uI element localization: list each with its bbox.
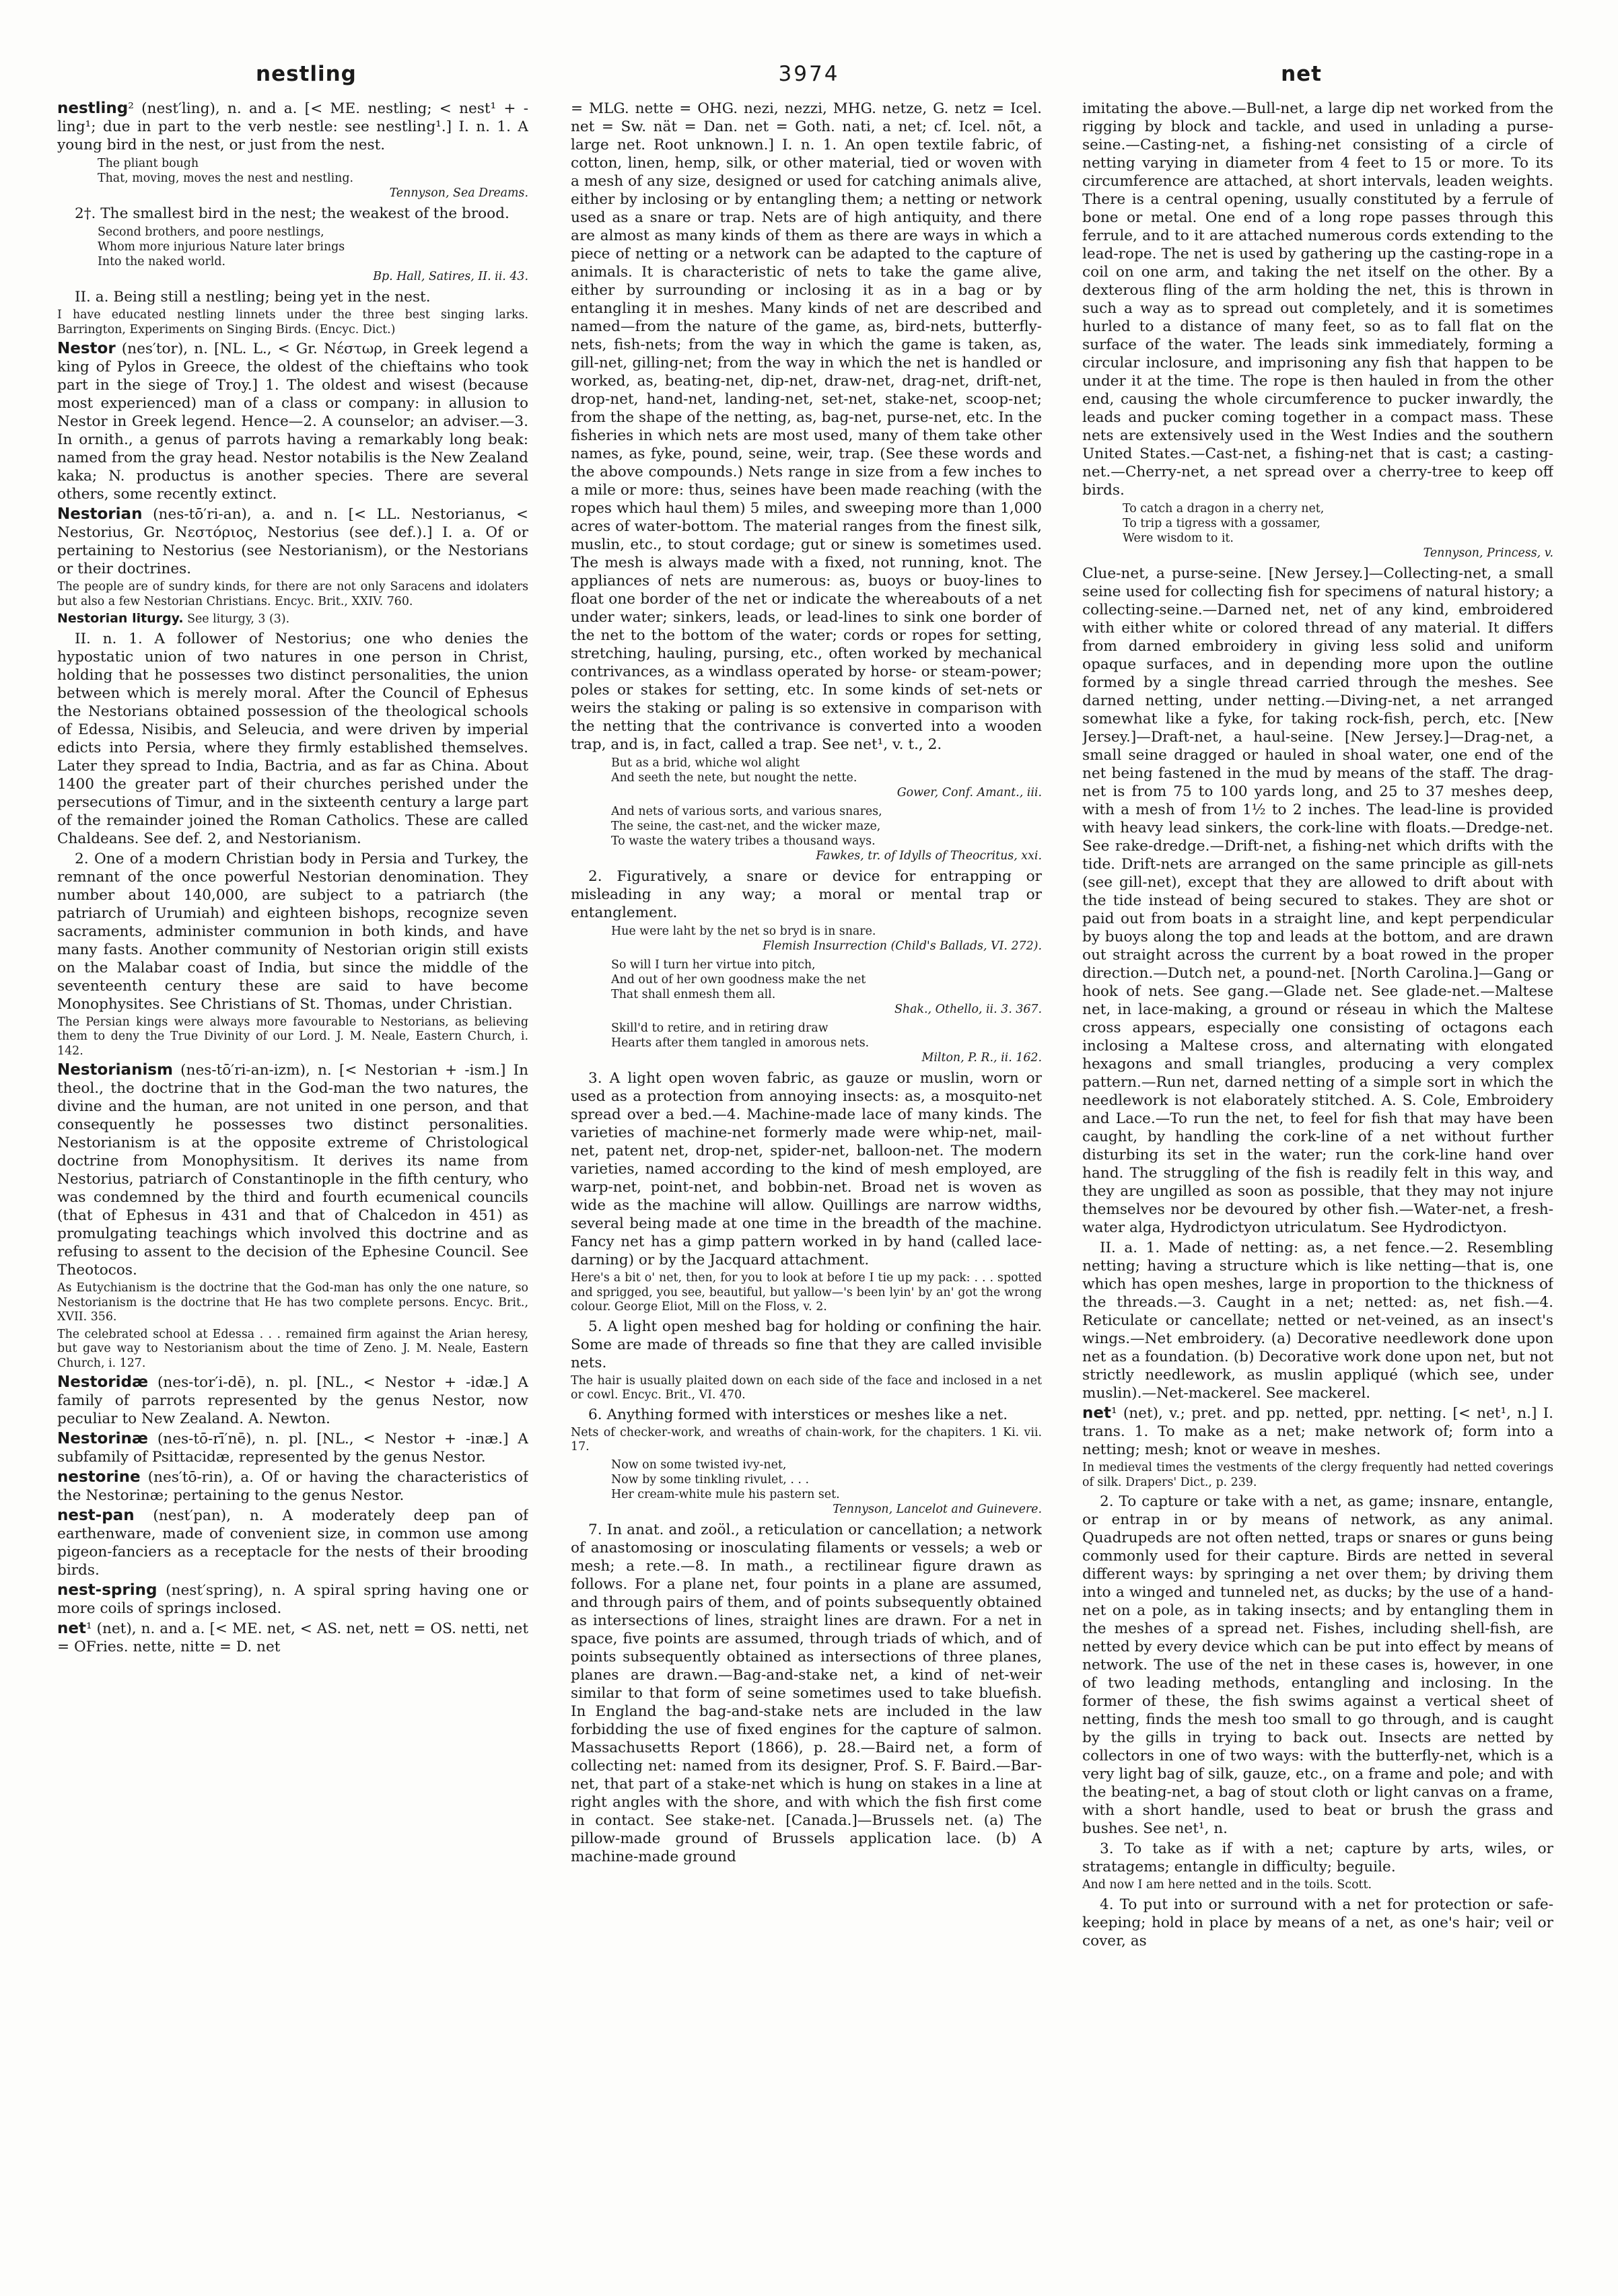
- definition-text: (nes-tō′ri-an), a. and n. [< LL. Nestorianus, < Nestorius, Gr. Νεστόριος, Nestorius (see def.).] I. a. Of or pertaining to Nestorius (see Nestorianism), or the Nestorians or their doctrines.: [57, 506, 528, 577]
- definition-sense: II. n. 1. A follower of Nestorius; one who denies the hypostatic union of two natures in one person in Christ, holding that he possesses two distinct personalities, the union between which is merely moral. After the Council of Ephesus the Nestorians obtained possession of the theological schools of Edessa, Nisibis, and Seleucia, and were driven by imperial edicts into Persia, where they firmly established themselves. Later they spread to India, Bactria, and as far as China. About 1400 the greater part of their churches perished under the persecutions of Timur, and in the sixteenth century a large part of the remainder joined the Roman Catholics. These are called Chaldeans. See def. 2, and Nestorianism.: [57, 630, 528, 847]
- headword: Nestorian: [57, 505, 143, 523]
- dictionary-entry: [57, 1507, 528, 1579]
- verse-line: And nets of various sorts, and various snares,: [611, 805, 882, 818]
- verse-line: Hearts after them tangled in amorous nets.: [611, 1036, 870, 1050]
- verse-line: To catch a dragon in a cherry net,: [1123, 502, 1325, 515]
- verse-line: Into the naked world.: [98, 255, 226, 268]
- headword: Nestor: [57, 340, 116, 357]
- definition-sense: 2. Figuratively, a snare or device for entrapping or misleading in any way; a moral or mental trap or entanglement.: [571, 868, 1042, 921]
- running-head-right: net: [1281, 62, 1322, 86]
- quotation-source: Flemish Insurrection (Child's Ballads, VI. 272).: [763, 939, 1042, 953]
- dictionary-entry: [57, 1061, 528, 1279]
- dictionary-entry: [57, 1620, 528, 1656]
- verse-quotation: [571, 756, 1042, 800]
- usage-example: The people are of sundry kinds, for there are not only Saracens and idolaters but also a few Nestorian Christians. Encyc. Brit., XXIV. 760.: [57, 580, 528, 608]
- quotation-source: Tennyson, Princess, v.: [1423, 546, 1553, 560]
- dictionary-entry: [57, 1468, 528, 1505]
- definition-sense: 5. A light open meshed bag for holding or confining the hair. Some are made of threads so fine that they are called invisible nets.: [571, 1318, 1042, 1371]
- verse-line: But as a brid, whiche wol alight: [611, 756, 800, 770]
- verse-line: Skill'd to retire, and in retiring draw: [611, 1021, 829, 1035]
- verse-line: Second brothers, and poore nestlings,: [98, 225, 324, 239]
- usage-example: And now I am here netted and in the toils. Scott.: [1082, 1878, 1372, 1892]
- quotation-source: Bp. Hall, Satires, II. ii. 43.: [373, 270, 528, 283]
- page-number: 3974: [778, 62, 840, 86]
- usage-example: I have educated nestling linnets under the three best singing larks. Barrington, Experiments on Singing Birds. (Encyc. Dict.): [57, 308, 528, 336]
- usage-example: In medieval times the vestments of the clergy frequently had netted coverings of silk. Drapers' Dict., p. 239.: [1082, 1461, 1553, 1489]
- running-head-left: nestling: [256, 62, 357, 86]
- verse-line: To waste the watery tribes a thousand ways.: [611, 834, 876, 848]
- headword: nest-pan: [57, 1507, 135, 1524]
- verse-line: That, moving, moves the nest and nestling.: [98, 172, 354, 185]
- dictionary-entry: [57, 1581, 528, 1618]
- headword: Nestoridæ: [57, 1373, 149, 1391]
- definition-text: (nes′tō-rin), a. Of or having the characteristics of the Nestorinæ; pertaining to the genus Nestor.: [57, 1469, 528, 1504]
- definition-sense: 2†. The smallest bird in the nest; the weakest of the brood.: [75, 205, 509, 222]
- definition-text: (nes-tō′ri-an-izm), n. [< Nestorian + -ism.] In theol., the doctrine that in the God-man the two natures, the divine and the human, are not united in one person, and that consequently he possesses two distinct personalities. Nestorianism is at the opposite extreme of Christological doctrine from Monophysitism. It derives its name from Nestorius, patriarch of Constantinople in the fifth century, who was condemned by the third and fourth ecumenical councils (that of Ephesus in 431 and that of Chalcedon in 451) as promulgating teachings which involved this doctrine and as refusing to assent to the decision of the Ephesine Council. See Theotocos.: [57, 1062, 528, 1279]
- headword: nestling: [57, 100, 129, 117]
- definition-sense: 2. To capture or take with a net, as game; insnare, entangle, or entrap in or by means of network, as any animal. Quadrupeds are not often netted, traps or snares or guns being commonly used for their capture. Birds are netted in several different ways: by springing a net over them; by driving them into a winged and tunneled net, as ducks; by the use of a hand-net on a pole, as in taking insects; and by entangling them in the meshes of a spread net. Fishes, including shell-fish, are netted by every device which can be put into effect by means of network. The use of the net in these cases is, however, in one of two leading methods, entangling and inclosing. In the former of these, the fish swims against a vertical sheet of netting, finds the mesh too small to go through, and is caught by the gills in trying to back out. Insects are netted by collectors in one of two ways: with the butterfly-net, which is a very light bag of silk, gauze, etc., on a frame and pole; and with the beating-net, a bag of stout cloth or light canvas on a frame, with a short handle, used to beat or brush the grass and bushes. See net¹, n.: [1082, 1493, 1553, 1837]
- definition-text: (nes′tor), n. [NL. L., < Gr. Νέστωρ, in Greek legend a king of Pylos in Greece, the oldest of the chieftains who took part in the siege of Troy.] 1. The oldest and wisest (because most experienced) man of a class or company: in allusion to Nestor in Greek legend. Hence—2. A counselor; an adviser.—3. In ornith., a genus of parrots having a remarkably long beak: named from the gray head. Nestor notabilis is the New Zealand kaka; N. productus is another species. There are several others, some recently extinct.: [57, 340, 528, 503]
- quotation-source: Tennyson, Sea Dreams.: [389, 186, 528, 200]
- definition-text: ¹ (net), n. and a. [< ME. net, < AS. net, nett = OS. netti, net = OFries. nette, nitte = D. net: [57, 1620, 528, 1655]
- definition-sense: 7. In anat. and zoöl., a reticulation or cancellation; a network of anastomosing or inosculating filaments or vessels; a web or mesh; a rete.—8. In math., a rectilinear figure drawn as follows. For a plane net, four points in a plane are assumed, and through pairs of them, and of points subsequently obtained as intersections of lines, straight lines are drawn. For a net in space, five points are assumed, through triads of which, and of points subsequently obtained as intersections of three planes, planes are drawn.—Bag-and-stake net, a kind of net-weir similar to that form of seine sometimes used to take bluefish. In England the bag-and-stake nets are included in the law forbidding the use of fixed engines for the capture of salmon. Massachusetts Report (1866), p. 28.—Baird net, a form of collecting net: named from its designer, Prof. S. F. Baird.—Bar-net, that part of a stake-net which is hung on stakes in a line at right angles with the shore, and with which the fish first come in contact. See stake-net. [Canada.]—Brussels net. (a) The pillow-made ground of Brussels application lace. (b) A machine-made ground: [571, 1521, 1042, 1865]
- headword: net: [1082, 1404, 1111, 1422]
- column-3: [1082, 100, 1553, 2260]
- headword: Nestorian liturgy.: [57, 611, 184, 626]
- definition-sense: 3. A light open woven fabric, as gauze or muslin, worn or used as a protection from annoying insects: as, a mosquito-net spread over a bed.—4. Machine-made lace of many kinds. The varieties of machine-net formerly made were whip-net, mail-net, patent net, drop-net, spider-net, balloon-net. The modern varieties, named according to the kind of mesh employed, are warp-net, point-net, and bobbin-net. Broad net is woven as wide as the machine will allow. Quillings are narrow widths, several being made at one time in the breadth of the machine. Fancy net has a gimp pattern worked in by hand (called lace-darning) or by the Jacquard attachment.: [571, 1070, 1042, 1268]
- headword: Nestorinæ: [57, 1430, 149, 1447]
- verse-line: Hue were laht by the net so bryd is in snare.: [611, 925, 876, 938]
- definition-text: (nest′spring), n. A spiral spring having one or more coils of springs inclosed.: [57, 1582, 528, 1617]
- dictionary-entry: [57, 1430, 528, 1466]
- definition-text: ¹ (net), v.; pret. and pp. netted, ppr. netting. [< net¹, n.] I. trans. 1. To make as a net; make network of; form into a netting; mesh; knot or weave in meshes.: [1082, 1405, 1553, 1458]
- verse-line: To trip a tigress with a gossamer,: [1123, 517, 1321, 530]
- dictionary-entry: [1082, 1404, 1553, 1459]
- headword: nest-spring: [57, 1581, 157, 1599]
- headword: net: [57, 1620, 86, 1637]
- dictionary-entry: [57, 612, 528, 627]
- headword: Nestorianism: [57, 1061, 173, 1079]
- definition-text: (nest′pan), n. A moderately deep pan of earthenware, made of convenient size, in common use among pigeon-fanciers as a receptacle for the nests of their brooding birds.: [57, 1507, 528, 1579]
- verse-quotation: [571, 1458, 1042, 1517]
- verse-line: Her cream-white mule his pastern set.: [611, 1487, 840, 1501]
- verse-line: Now on some twisted ivy-net,: [611, 1458, 787, 1472]
- verse-line: And out of her own goodness make the net: [611, 973, 866, 986]
- definition-sense: 3. To take as if with a net; capture by arts, wiles, or stratagems; entangle in difficulty; beguile.: [1082, 1840, 1553, 1875]
- continued-text: imitating the above.—Bull-net, a large dip net worked from the rigging by block and tackle, and used in unlading a purse-seine.—Casting-net, a fishing-net consisting of a circle of netting varying in diameter from 4 feet to 15 or more. To its circumference are attached, at short intervals, leaden weights. There is a central opening, usually constituted by a ferrule of bone or metal. One end of a long rope passes through this ferrule, and to it are attached numerous cords extending to the lead-rope. The net is used by gathering up the casting-rope in a coil on one arm, and taking the net itself on the other. By a dexterous fling of the arm holding the net, this is thrown in such a way as to spread out completely, and it is sometimes hurled to a distance of many feet, so as to fall flat on the surface of the water. The leads sink immediately, forming a circular inclosure, and imprisoning any fish that happen to be under it at the time. The rope is then hauled in from the other end, causing the whole circumference to pucker inwardly, the leads and pucker coming together in a compact mass. These nets are extensively used in the West Indies and the southern United States.—Cast-net, a fishing-net that is cast; a casting-net.—Cherry-net, a net spread over a cherry-tree to keep off birds.: [1082, 100, 1553, 499]
- column-1: [57, 100, 528, 2260]
- verse-line: Now by some tinkling rivulet, . . .: [611, 1472, 810, 1486]
- verse-line: And seeth the nete, but nought the nette.: [611, 771, 857, 785]
- definition-sense: II. a. Being still a nestling; being yet in the nest.: [75, 289, 431, 306]
- definition-sense: 6. Anything formed with interstices or meshes like a net.: [588, 1406, 1008, 1423]
- usage-example: Nets of checker-work, and wreaths of chain-work, for the chapiters. 1 Ki. vii. 17.: [571, 1425, 1042, 1454]
- verse-line: Whom more injurious Nature later brings: [98, 240, 345, 254]
- continued-text: Clue-net, a purse-seine. [New Jersey.]—Collecting-net, a small seine used for collecting fish for specimens of natural history; a collecting-seine.—Darned net, net of any kind, embroidered with either white or colored thread of any material. It differs from darned embroidery in giving less solid and uniform opaque surfaces, and in depending more upon the outline formed by a single thread carried through the meshes. See darned netting, under netting.—Diving-net, a net arranged somewhat like a fyke, for taking rock-fish, perch, etc. [New Jersey.]—Draft-net, a haul-seine. [New Jersey.]—Drag-net, a small seine dragged or hauled in shoal water, one end of the net being fastened in the mud by means of the staff. The drag-net is from 75 to 100 yards long, and 25 to 37 meshes deep, with a mesh of from 1½ to 2 inches. The lead-line is provided with heavy lead sinkers, the cork-line with floats.—Dredge-net. See rake-dredge.—Drift-net, a fishing-net which drifts with the tide. Drift-nets are arranged on the same principle as gill-nets (see gill-net), except that they are allowed to drift about with the tide instead of being secured to stakes. They are shot or paid out from boats in a straight line, and kept perpendicular by buoys along the top and leads at the bottom, and are drawn out straight across the current by a boat rowed in the proper direction.—Dutch net, a pound-net. [North Carolina.]—Gang or hook of nets. See gang.—Glade net. See glade-net.—Maltese net, in lace-making, a ground or réseau in which the Maltese cross appears, especially one consisting of octagons each inclosing a Maltese cross, and alternating with elongated hexagons and small triangles, producing a very complex pattern.—Run net, darned netting of a simple sort in which the needlework is not elaborately stitched. A. S. Cole, Embroidery and Lace.—To run the net, to feel for fish that may have been caught, by handling the cork-line of a net without further disturbing its set in the water; run the cork-line hand over hand. The struggling of the fish is readily felt in this way, and they are ungilled as soon as possible, that they may not injure themselves nor be devoured by other fish.—Water-net, a fresh-water alga, Hydrodictyon utriculatum. See Hydrodictyon.: [1082, 565, 1553, 1236]
- verse-quotation: [571, 804, 1042, 863]
- definition-text: ² (nest′ling), n. and a. [< ME. nestling; < nest¹ + -ling¹; due in part to the verb nestle: see nestling¹.] I. n. 1. A young bird in the nest, or just from the nest.: [57, 100, 528, 153]
- column-2: [571, 100, 1042, 2260]
- verse-line: So will I turn her virtue into pitch,: [611, 958, 816, 972]
- verse-quotation: [571, 1021, 1042, 1065]
- usage-example: The celebrated school at Edessa . . . remained firm against the Arian heresy, but gave way to Nestorianism about the time of Zeno. J. M. Neale, Eastern Church, i. 127.: [57, 1327, 528, 1370]
- quotation-source: Fawkes, tr. of Idylls of Theocritus, xxi.: [816, 849, 1042, 863]
- definition-sense: 2. One of a modern Christian body in Persia and Turkey, the remnant of the once powerful Nestorian denomination. They number about 140,000, are subject to a patriarch (the patriarch of Urumiah) and eighteen bishops, recognize seven sacraments, administer communion in both kinds, and have many fasts. Another community of Nestorian origin still exists on the Malabar coast of India, but since the middle of the seventeenth century these are said to have become Monophysites. See Christians of St. Thomas, under Christian.: [57, 850, 528, 1013]
- usage-example: The Persian kings were always more favourable to Nestorians, as believing them to deny the True Divinity of our Lord. J. M. Neale, Eastern Church, i. 142.: [57, 1015, 528, 1058]
- verse-quotation: [571, 958, 1042, 1017]
- verse-line: The pliant bough: [98, 157, 199, 170]
- dictionary-entry: [57, 340, 528, 503]
- dictionary-entry: [57, 100, 528, 154]
- verse-quotation: [571, 924, 1042, 954]
- usage-example: Here's a bit o' net, then, for you to look at before I tie up my pack: . . . spotted and sprigged, you see, beautiful, but yallow—'s been lyin' by an' got the wrong colour. George Eliot, Mill on the Floss, v. 2.: [571, 1271, 1042, 1314]
- usage-example: As Eutychianism is the doctrine that the God-man has only the one nature, so Nestorianism is the doctrine that He has two complete persons. Encyc. Brit., XVII. 356.: [57, 1281, 528, 1324]
- verse-quotation: [57, 156, 528, 201]
- definition-sense: 4. To put into or surround with a net for protection or safe-keeping; hold in place by means of a net, as one's hair; veil or cover, as: [1082, 1896, 1553, 1949]
- verse-quotation: [1082, 501, 1553, 561]
- verse-line: Were wisdom to it.: [1123, 532, 1234, 545]
- headword: nestorine: [57, 1468, 141, 1486]
- definition-sense: II. a. 1. Made of netting: as, a net fence.—2. Resembling netting; having a structure which is like netting—that is, one which has open meshes, large in proportion to the thickness of the threads.—3. Caught in a net; netted: as, net fish.—4. Reticulate or cancellate; netted or net-veined, as an insect's wings.—Net embroidery. (a) Decorative needlework done upon net as a foundation. (b) Decorative work done upon net, but not strictly needlework, as muslin appliqué (which see, under muslin).—Net-mackerel. See mackerel.: [1082, 1240, 1553, 1402]
- dictionary-entry: [57, 1373, 528, 1428]
- definition-text: See liturgy, 3 (3).: [183, 612, 290, 626]
- definition-text: (nes-tō-rī′nē), n. pl. [NL., < Nestor + -inæ.] A subfamily of Psittacidæ, represented by the genus Nestor.: [57, 1431, 528, 1466]
- verse-line: That shall enmesh them all.: [611, 988, 776, 1001]
- verse-line: The seine, the cast-net, and the wicker maze,: [611, 820, 881, 833]
- verse-quotation: [57, 225, 528, 284]
- quotation-source: Tennyson, Lancelot and Guinevere.: [833, 1502, 1042, 1516]
- quotation-source: Shak., Othello, ii. 3. 367.: [894, 1003, 1042, 1016]
- dictionary-entry: [57, 505, 528, 578]
- quotation-source: Milton, P. R., ii. 162.: [921, 1051, 1042, 1065]
- usage-example: The hair is usually plaited down on each side of the face and inclosed in a net or cowl. Encyc. Brit., VI. 470.: [571, 1373, 1042, 1402]
- definition-text: (nes-tor′i-dē), n. pl. [NL., < Nestor + -idæ.] A family of parrots represented by the genus Nestor, now peculiar to New Zealand. A. Newton.: [57, 1374, 528, 1427]
- quotation-source: Gower, Conf. Amant., iii.: [896, 786, 1042, 799]
- continued-text: = MLG. nette = OHG. nezi, nezzi, MHG. netze, G. netz = Icel. net = Sw. nät = Dan. net = Goth. nati, a net; cf. Icel. nōt, a large net. Root unknown.] I. n. 1. An open textile fabric, of cotton, linen, hemp, silk, or other material, tied or woven with a mesh of any size, designed or used for catching animals alive, either by inclosing or by entangling them; a netting or network used as a snare or trap. Nets are of high antiquity, and there are almost as many kinds of them as there are ways in which a piece of netting or a network can be adapted to the capture of animals. It is characteristic of nets to take the game alive, either by surrounding or inclosing it as in a bag or by entangling it in meshes. Many kinds of net are described and named—from the nature of the game, as, bird-nets, butterfly-nets, fish-nets; from the way in which the game is taken, as, gill-net, gilling-net; from the way in which the net is handled or worked, as, beating-net, dip-net, draw-net, drag-net, drift-net, drop-net, hand-net, landing-net, set-net, stake-net, scoop-net; from the shape of the netting, as, bag-net, purse-net, etc. In the fisheries in which nets are most used, many of them take other names, as fyke, pound, seine, weir, trap. (See these words and the above compounds.) Nets range in size from a few inches to a mile or more: thus, seines have been made reaching (with the ropes which haul them) 5 miles, and sweeping more than 1,000 acres of water-bottom. The material ranges from the finest silk, muslin, etc., to stout cordage; gut or sinew is sometimes used. The mesh is always made with a fixed, not running, knot. The appliances of nets are numerous: as, buoys or buoy-lines to float one border of the net or indicate the whereabouts of a net under water; sinkers, leads, or lead-lines to sink one border of the net to the bottom of the water; cords or ropes for setting, stretching, hauling, pursing, etc., often worked by mechanical contrivances, as a windlass operated by horse- or steam-power; poles or stakes for setting, etc. In some kinds of set-nets or weirs the staking or paling is so extensive in comparison with the netting that the contrivance is converted into a wooden trap, and is, in fact, called a trap. See net¹, v. t., 2.: [571, 100, 1042, 753]
